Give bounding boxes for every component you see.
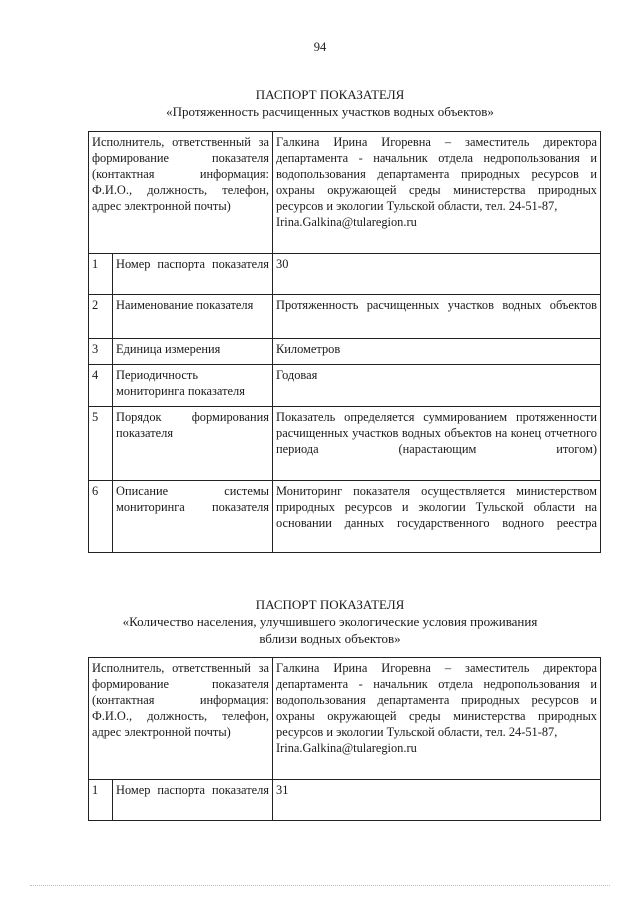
table-row	[89, 254, 601, 295]
table-row	[89, 407, 601, 481]
executor-value: Галкина Ирина Игоревна – заместитель директора департамента - начальник отдела недропользования и водопользования департамента природных ресурсов и охраны окружающей среды министерства природных ресурсов и экологии Тульской области, тел. 24-51-87, Irina.Galkina@tularegion.ru	[273, 132, 601, 254]
passport2-heading: ПАСПОРТ ПОКАЗАТЕЛЯ	[255, 597, 405, 612]
executor-email: Irina.Galkina@tularegion.ru	[276, 741, 417, 755]
table-row	[89, 481, 601, 553]
executor-label: Исполнитель, ответственный за формирование показателя (контактная информация: Ф.И.О., должность, телефон, адрес электронной почты)	[89, 132, 273, 254]
passport2-table	[88, 657, 601, 821]
row-label: Описание системы мониторинга показателя	[113, 481, 273, 553]
executor-label: Исполнитель, ответственный за формирование показателя (контактная информация: Ф.И.О., должность, телефон, адрес электронной почты)	[89, 658, 273, 780]
executor-row	[89, 658, 601, 780]
table-row	[89, 780, 601, 821]
page-number: 94	[313, 40, 327, 54]
row-number: 1	[89, 254, 113, 295]
row-number: 1	[89, 780, 113, 821]
row-value: 30	[273, 254, 601, 295]
row-label: Периодичность мониторинга показателя	[113, 365, 273, 407]
row-label: Номер паспорта показателя	[113, 254, 273, 295]
row-number: 3	[89, 339, 113, 365]
row-label: Порядок формирования показателя	[113, 407, 273, 481]
row-label: Единица измерения	[113, 339, 273, 365]
table-row	[89, 295, 601, 339]
row-label: Наименование показателя	[113, 295, 273, 339]
passport1-subtitle: «Протяженность расчищенных участков водных объектов»	[166, 104, 494, 119]
passport1-table	[88, 131, 601, 553]
row-number: 4	[89, 365, 113, 407]
row-number: 2	[89, 295, 113, 339]
row-value: Показатель определяется суммированием протяженности расчищенных участков водных объектов на конец отчетного периода (нарастающим итогом)	[273, 407, 601, 481]
row-value: Протяженность расчищенных участков водных объектов	[273, 295, 601, 339]
executor-value: Галкина Ирина Игоревна – заместитель директора департамента - начальник отдела недропользования и водопользования департамента природных ресурсов и охраны окружающей среды министерства природных ресурсов и экологии Тульской области, тел. 24-51-87, Irina.Galkina@tularegion.ru	[273, 658, 601, 780]
row-number: 6	[89, 481, 113, 553]
passport2-subtitle-line2: вблизи водных объектов»	[259, 631, 401, 646]
passport1-heading: ПАСПОРТ ПОКАЗАТЕЛЯ	[255, 87, 405, 102]
row-number: 5	[89, 407, 113, 481]
row-value: Годовая	[273, 365, 601, 407]
row-value: Мониторинг показателя осуществляется министерством природных ресурсов и экологии Тульской области на основании данных государственного водного реестра	[273, 481, 601, 553]
passport2-subtitle-line1: «Количество населения, улучшившего экологические условия проживания	[122, 614, 538, 629]
row-value: 31	[273, 780, 601, 821]
passport1-title	[60, 86, 600, 120]
table-row	[89, 339, 601, 365]
passport2-title	[60, 596, 600, 647]
table-row	[89, 365, 601, 407]
executor-row	[89, 132, 601, 254]
executor-email: Irina.Galkina@tularegion.ru	[276, 215, 417, 229]
row-value: Километров	[273, 339, 601, 365]
row-label: Номер паспорта показателя	[113, 780, 273, 821]
scan-edge-noise	[30, 885, 610, 887]
